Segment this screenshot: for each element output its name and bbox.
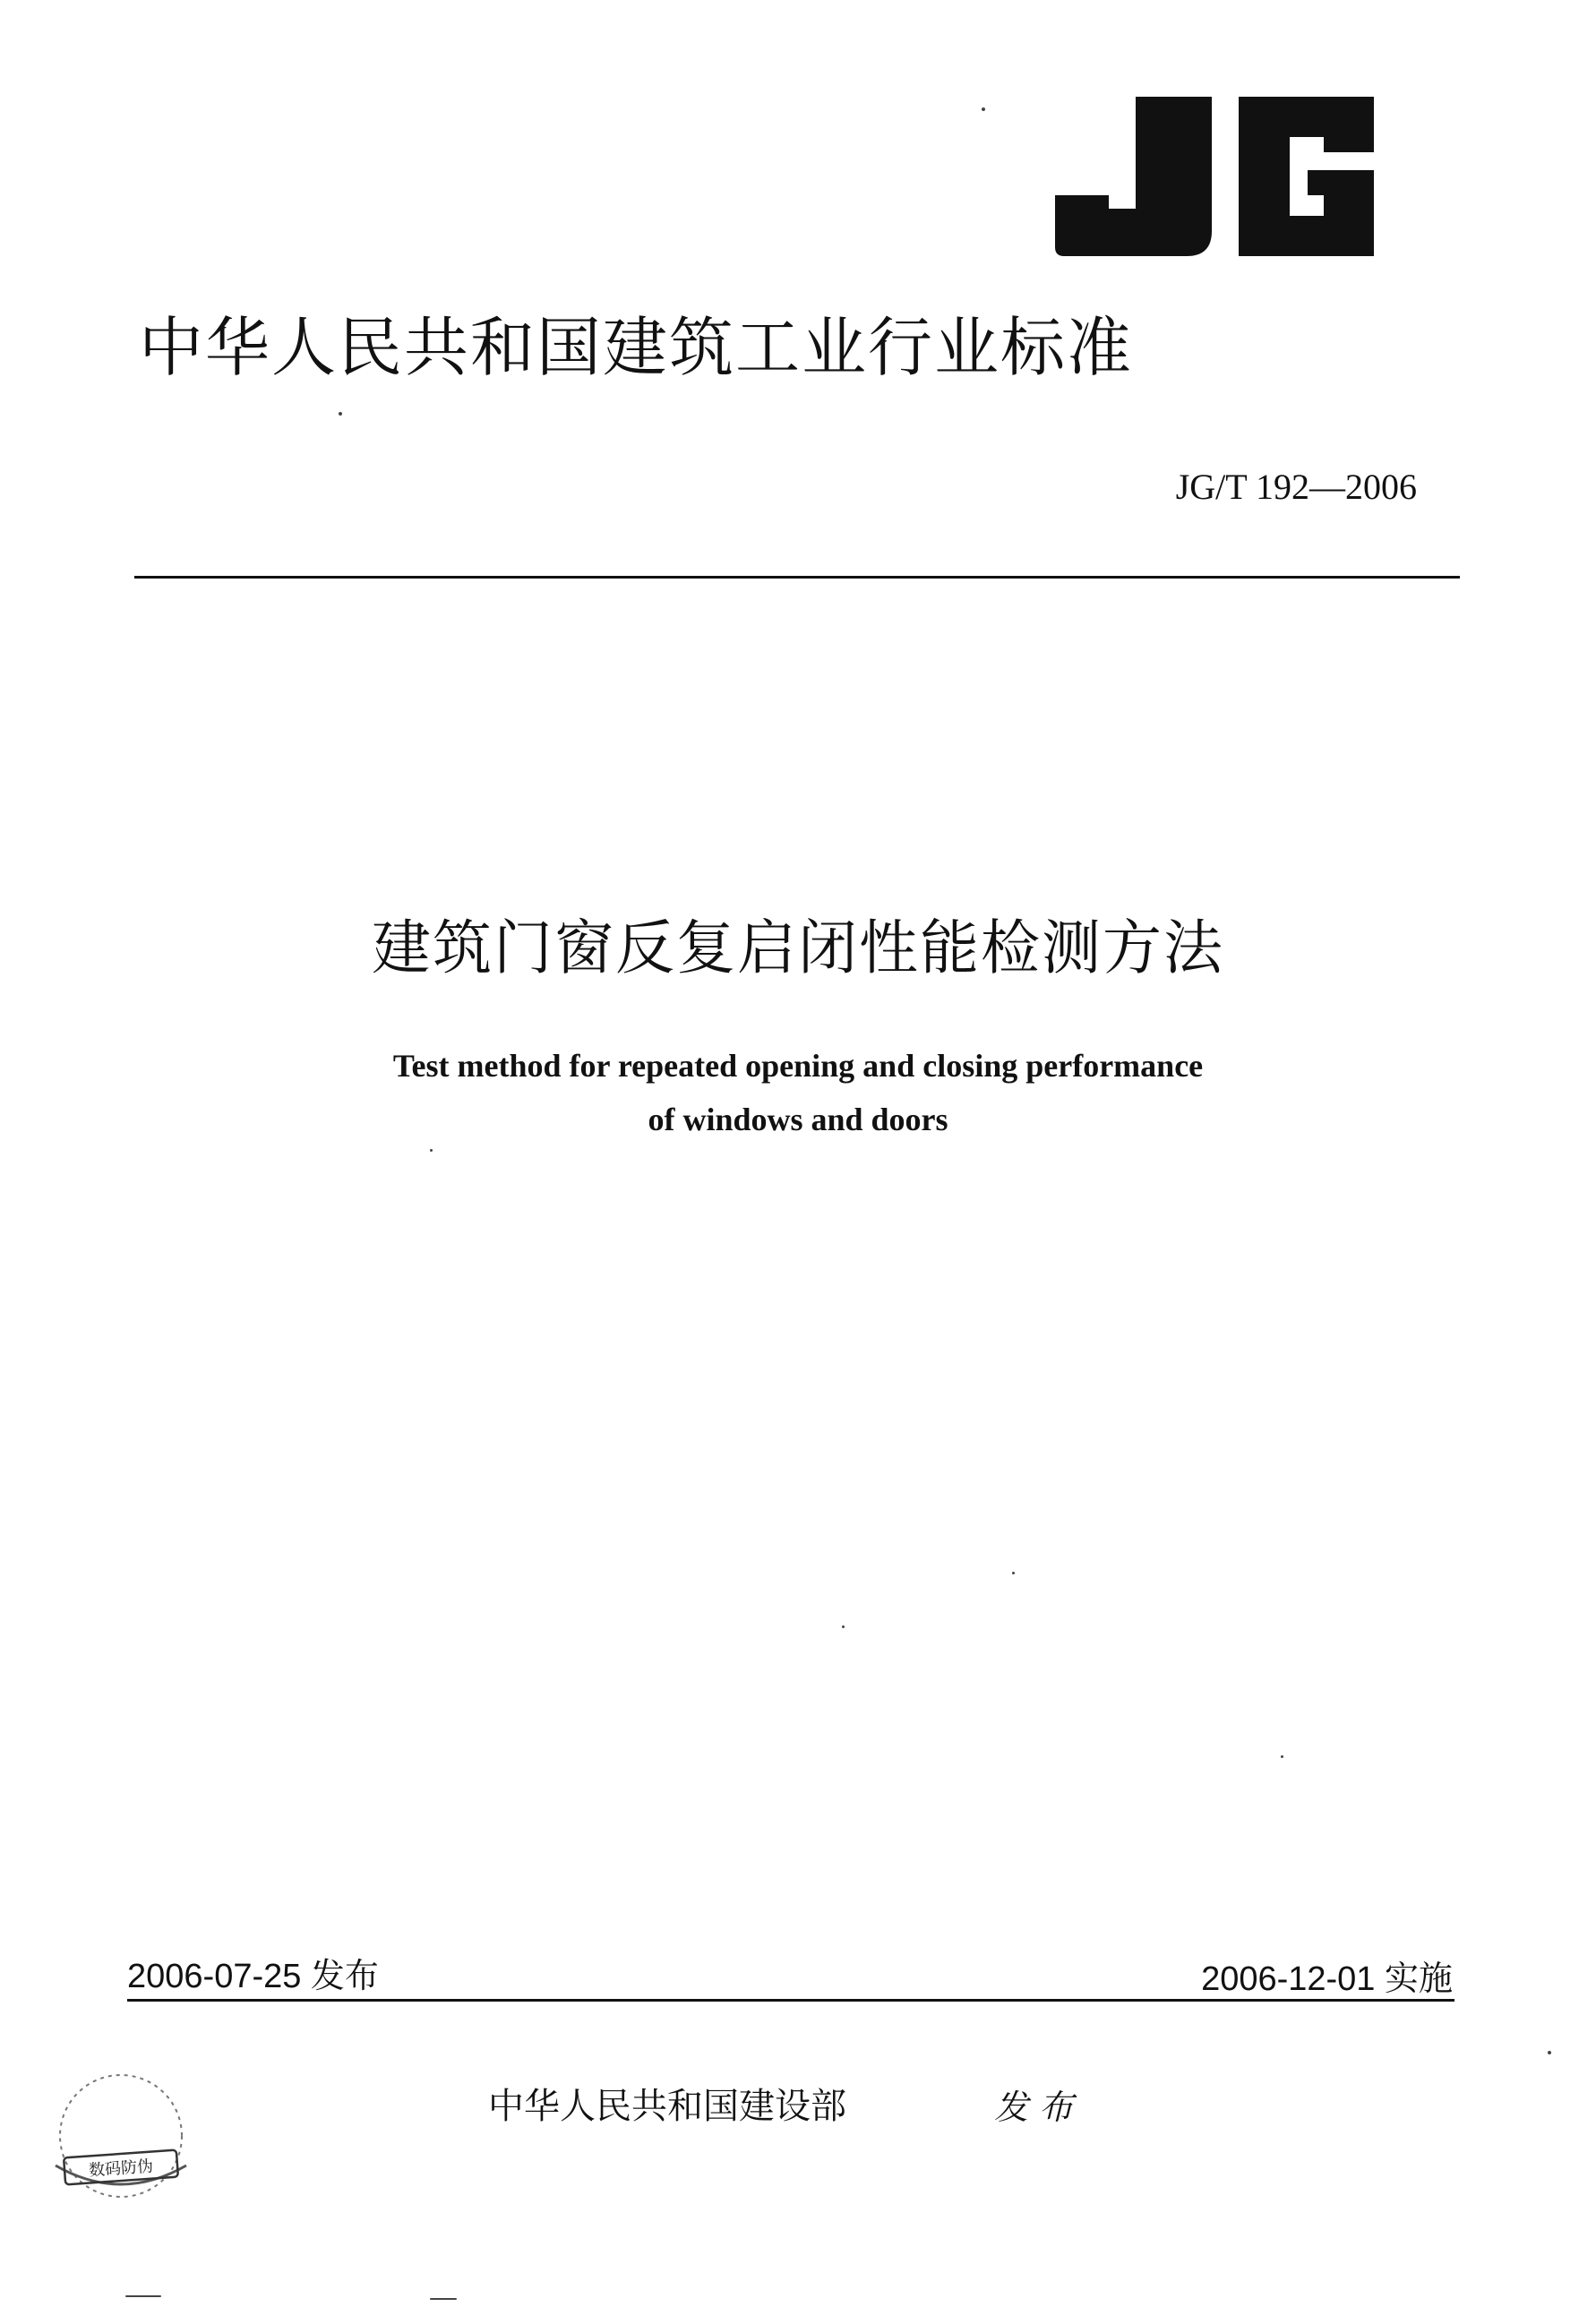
logo-letter-j <box>1055 97 1212 256</box>
document-title-cn: 建筑门窗反复启闭性能检测方法 <box>372 913 1224 982</box>
scan-speck <box>1281 1755 1283 1758</box>
implement-date: 2006-12-01 实施 <box>1201 1960 1453 1998</box>
jg-logo <box>1055 97 1374 256</box>
scan-speck <box>125 2295 161 2297</box>
scan-speck <box>430 1149 433 1152</box>
standard-type-heading: 中华人民共和国建筑工业行业标准 <box>139 310 1134 385</box>
standard-number: JG/T 192—2006 <box>1175 467 1417 507</box>
scan-speck <box>430 2298 457 2300</box>
scan-speck <box>339 412 342 416</box>
issue-date: 2006-07-25 发布 <box>127 1958 379 1995</box>
footer-divider <box>127 1999 1454 2002</box>
svg-text:数码防伪: 数码防伪 <box>88 2157 154 2181</box>
publish-label: 发布 <box>994 2088 1085 2127</box>
document-title-en-line1: Test method for repeated opening and closing performance <box>392 1048 1204 1084</box>
scan-speck <box>1012 1572 1015 1574</box>
scan-speck <box>1548 2051 1551 2054</box>
publisher-name: 中华人民共和国建设部 <box>488 2086 846 2127</box>
document-title-en <box>0 1039 1596 1146</box>
scan-speck <box>982 107 985 111</box>
header-divider <box>134 576 1460 579</box>
scan-speck <box>842 1625 845 1628</box>
document-title-en-line2: of windows and doors <box>648 1102 948 1137</box>
logo-letter-g <box>1239 97 1374 256</box>
anti-counterfeit-stamp-icon <box>45 2060 197 2212</box>
